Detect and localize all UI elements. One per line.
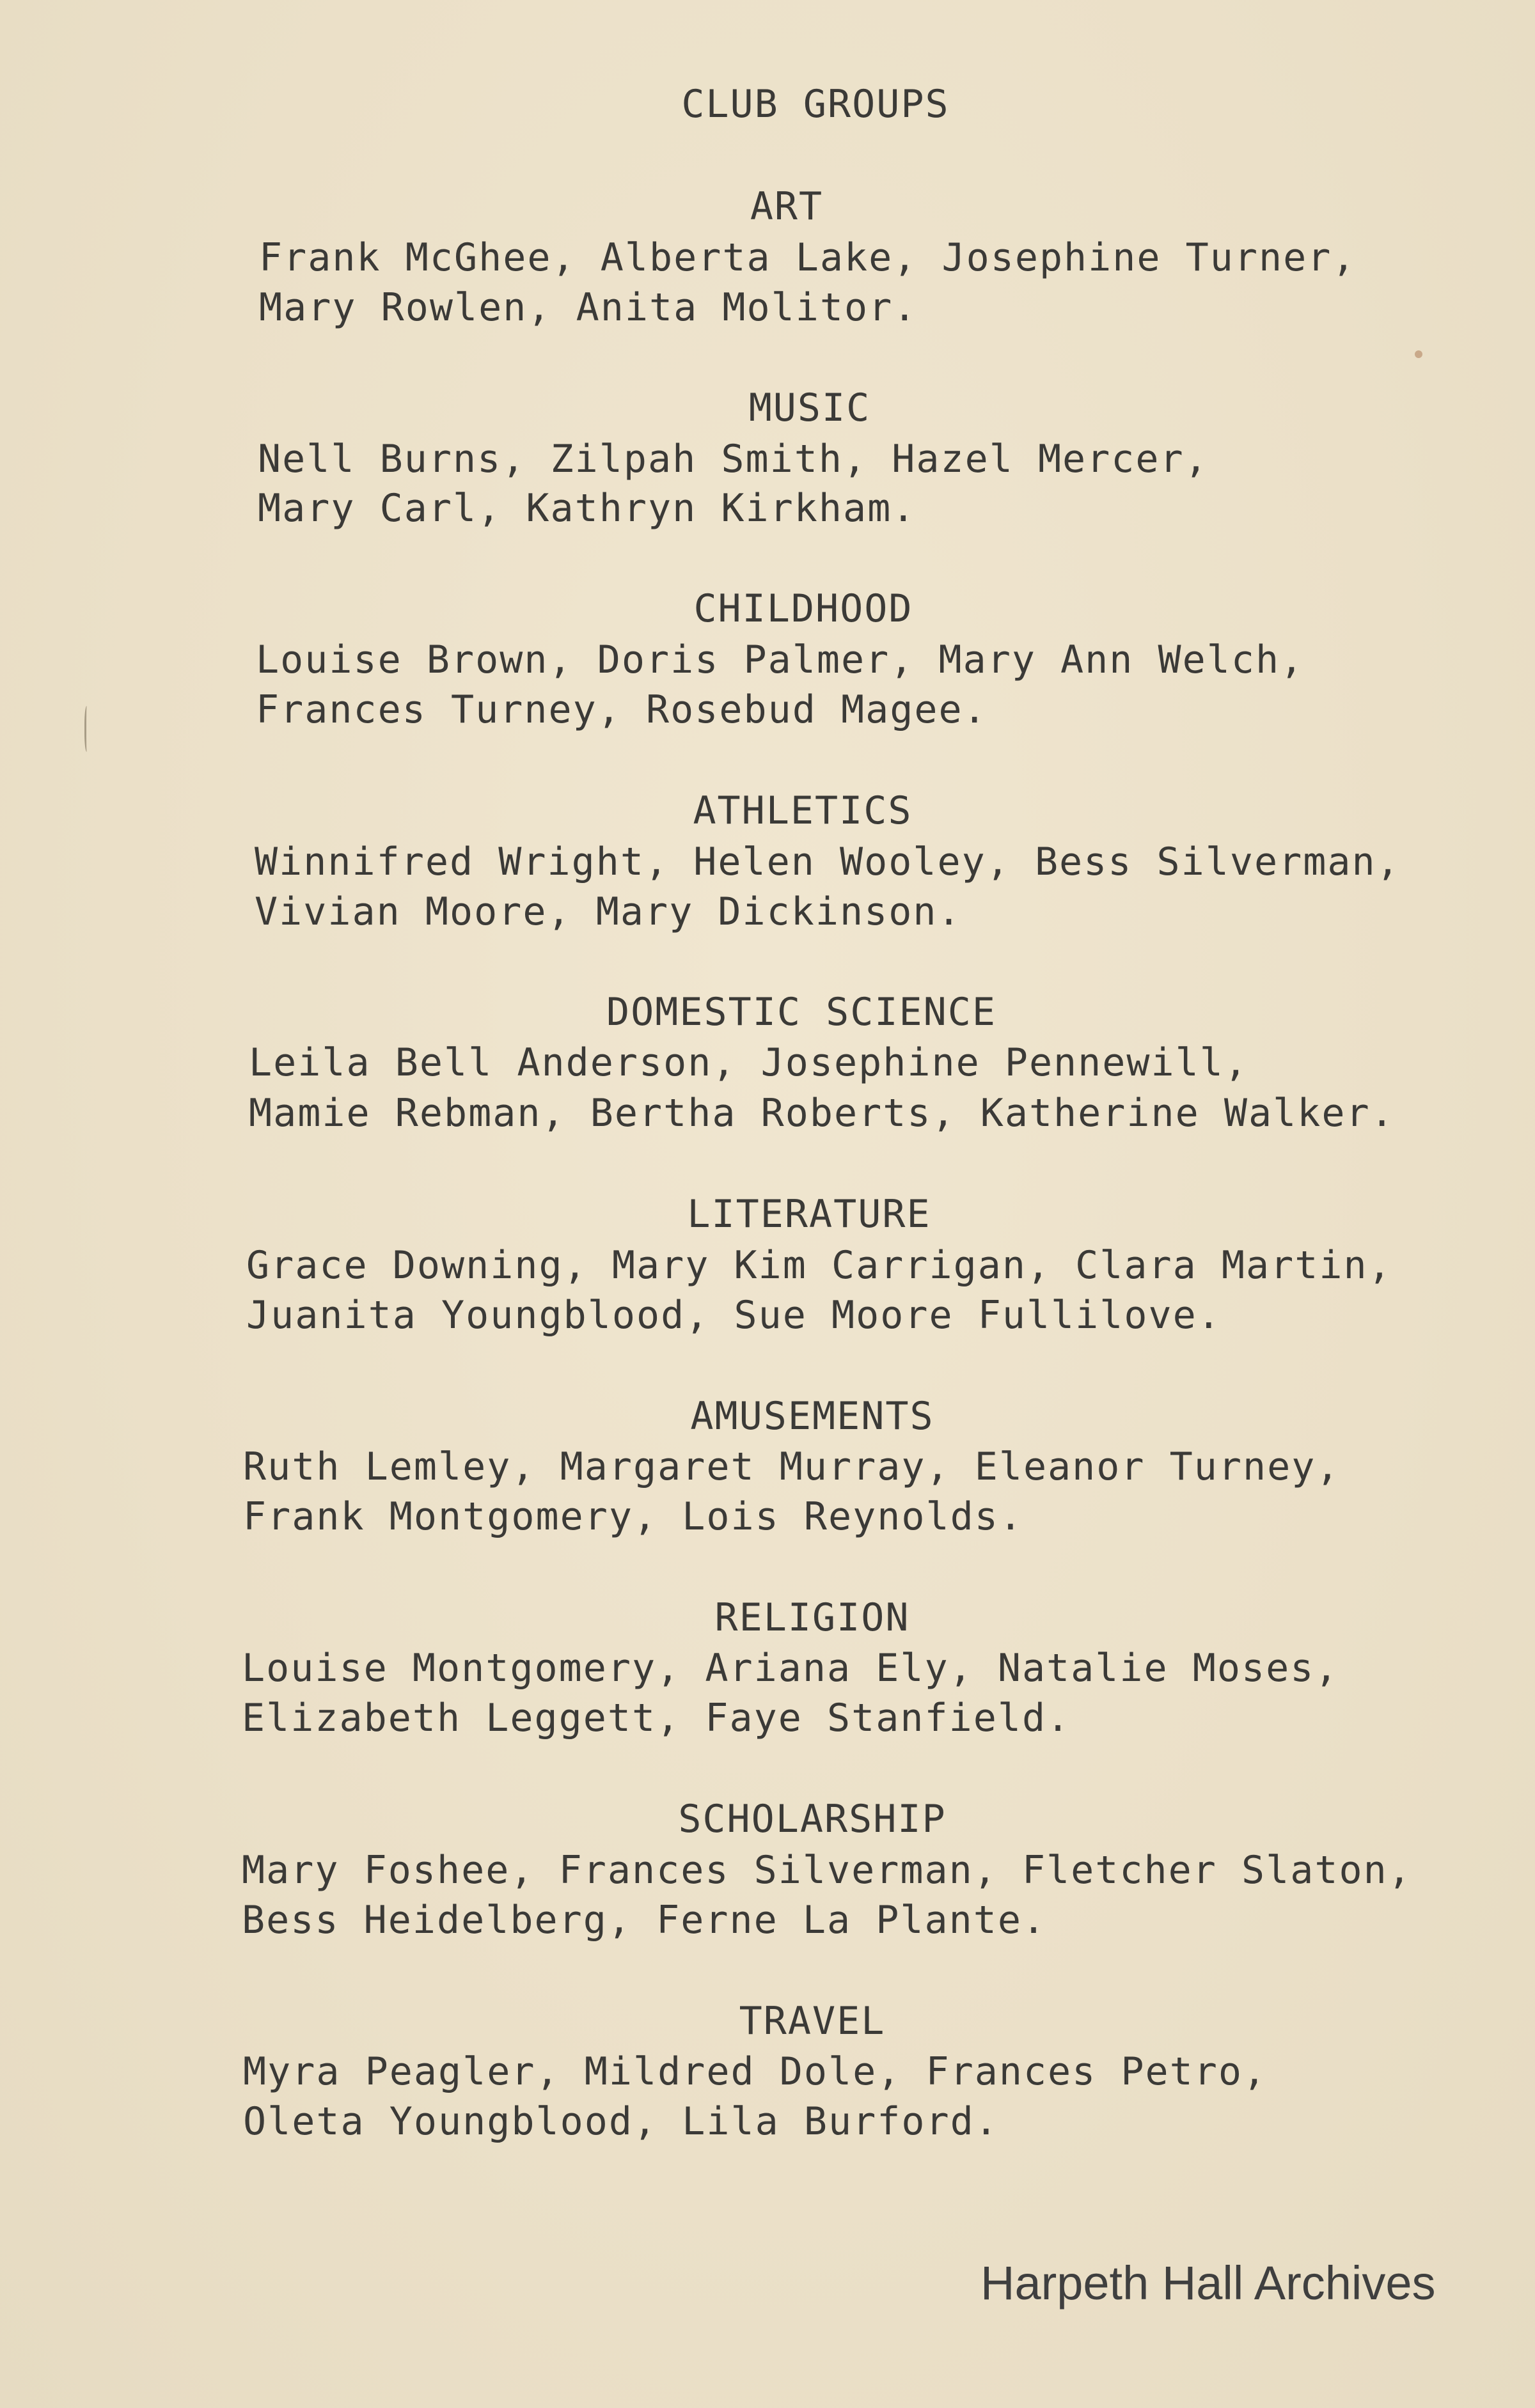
section-literature-line-2: Juanita Youngblood, Sue Moore Fullilove.	[246, 1293, 1222, 1338]
section-childhood-line-1: Louise Brown, Doris Palmer, Mary Ann Welch,	[256, 637, 1305, 682]
section-athletics-line-1: Winnifred Wright, Helen Wooley, Bess Silverman,	[255, 840, 1401, 884]
section-religion-line-1: Louise Montgomery, Ariana Ely, Natalie Moses,	[242, 1646, 1339, 1691]
section-scholarship-line-2: Bess Heidelberg, Ferne La Plante.	[242, 1898, 1047, 1943]
section-heading-art: ART	[750, 184, 824, 229]
section-heading-scholarship: SCHOLARSHIP	[678, 1797, 947, 1841]
section-amusements-line-2: Frank Montgomery, Lois Reynolds.	[243, 1494, 1023, 1539]
archive-watermark: Harpeth Hall Archives	[980, 2256, 1436, 2310]
section-art-line-2: Mary Rowlen, Anita Molitor.	[259, 285, 918, 330]
section-domestic-science-line-2: Mamie Rebman, Bertha Roberts, Katherine Walker.	[249, 1091, 1395, 1136]
section-heading-domestic-science: DOMESTIC SCIENCE	[606, 990, 996, 1035]
section-athletics-line-2: Vivian Moore, Mary Dickinson.	[255, 889, 962, 934]
paper-speck	[1415, 350, 1422, 358]
section-heading-music: MUSIC	[748, 386, 871, 430]
section-music-line-1: Nell Burns, Zilpah Smith, Hazel Mercer,	[258, 437, 1209, 481]
section-amusements-line-1: Ruth Lemley, Margaret Murray, Eleanor Turney,	[243, 1444, 1341, 1489]
page-title: CLUB GROUPS	[681, 82, 950, 127]
section-art-line-1: Frank McGhee, Alberta Lake, Josephine Turner,	[259, 235, 1357, 280]
section-heading-literature: LITERATURE	[687, 1192, 931, 1237]
section-heading-travel: TRAVEL	[739, 1999, 886, 2044]
section-childhood-line-2: Frances Turney, Rosebud Magee.	[256, 687, 988, 732]
section-heading-childhood: CHILDHOOD	[693, 586, 913, 631]
section-travel-line-2: Oleta Youngblood, Lila Burford.	[243, 2099, 999, 2144]
section-literature-line-1: Grace Downing, Mary Kim Carrigan, Clara Martin,	[246, 1243, 1392, 1288]
section-domestic-science-line-1: Leila Bell Anderson, Josephine Pennewill,	[249, 1040, 1249, 1085]
section-heading-amusements: AMUSEMENTS	[690, 1394, 934, 1439]
section-travel-line-1: Myra Peagler, Mildred Dole, Frances Petro,	[243, 2049, 1268, 2094]
section-heading-athletics: ATHLETICS	[693, 788, 913, 833]
section-scholarship-line-1: Mary Foshee, Frances Silverman, Fletcher Slaton,	[242, 1848, 1412, 1893]
paper-edge-mark	[84, 706, 90, 752]
section-music-line-2: Mary Carl, Kathryn Kirkham.	[258, 486, 917, 531]
section-religion-line-2: Elizabeth Leggett, Faye Stanfield.	[242, 1696, 1071, 1740]
section-heading-religion: RELIGION	[714, 1595, 910, 1640]
